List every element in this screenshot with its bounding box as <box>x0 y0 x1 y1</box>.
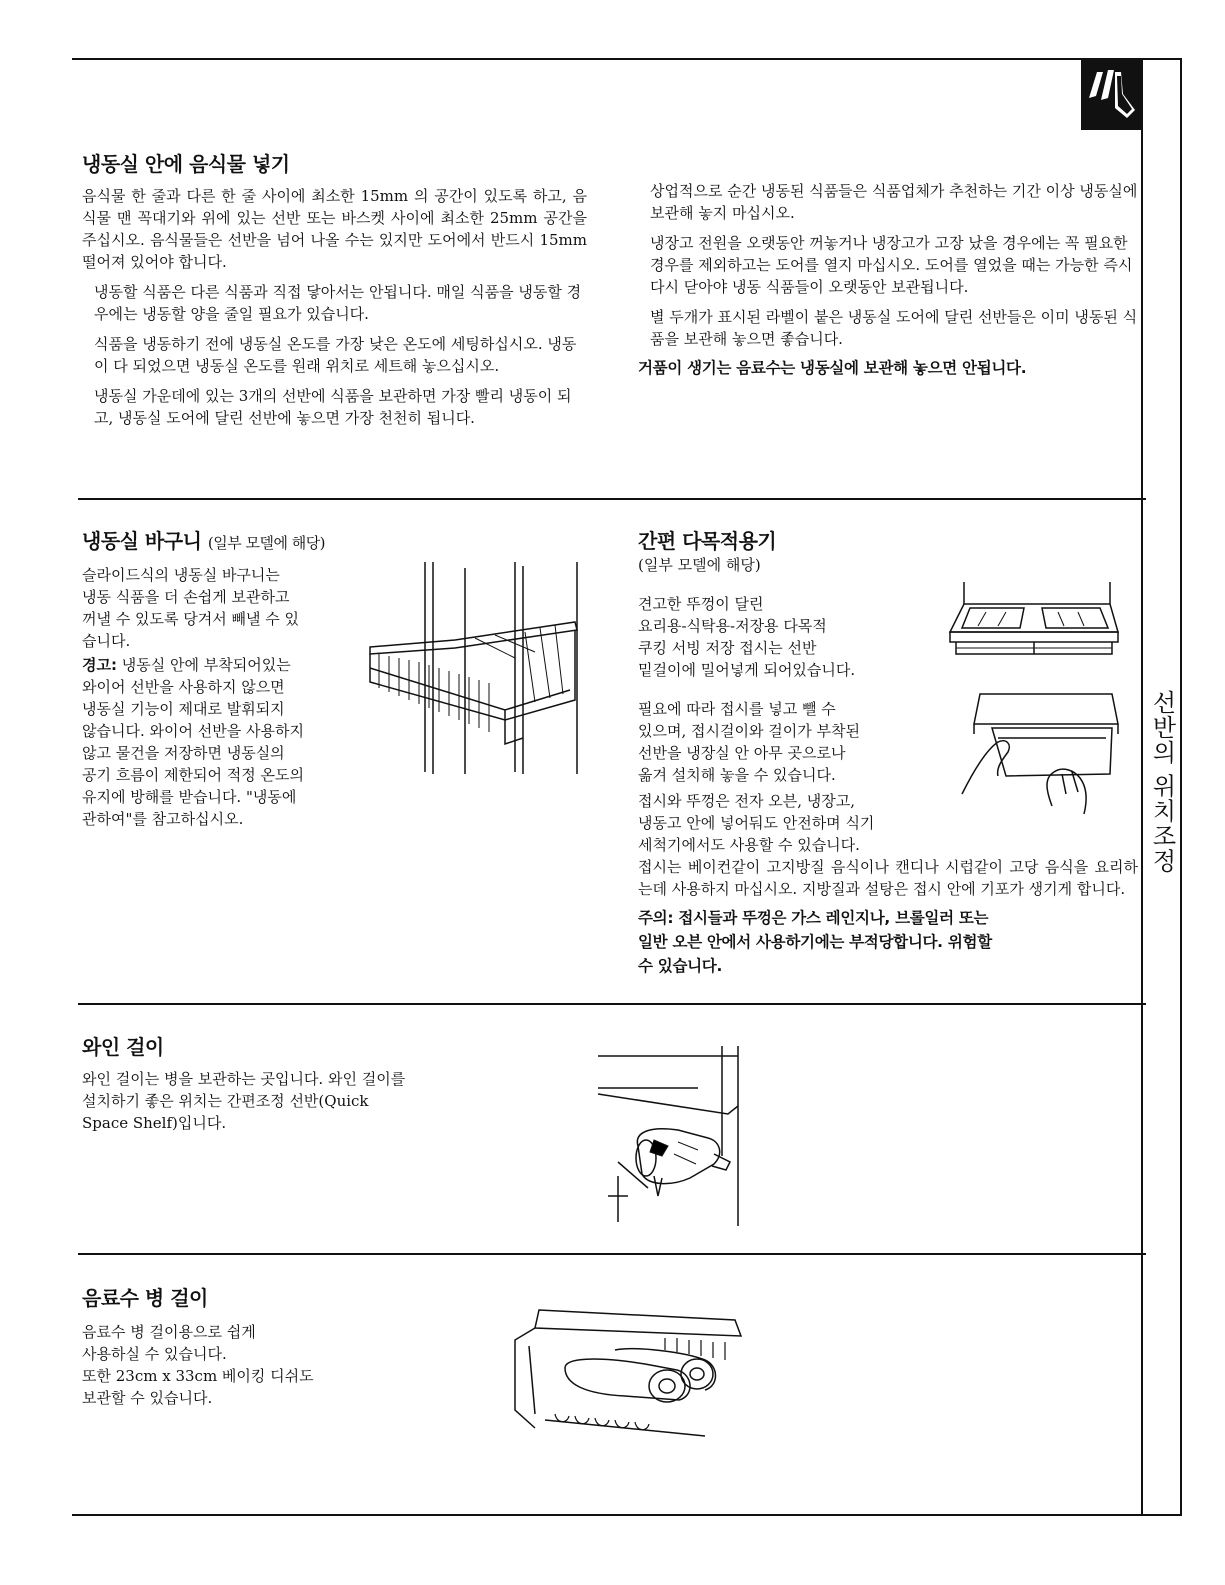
warn-line-6: 공기 흐름이 제한되어 적정 온도의 <box>82 766 304 784</box>
p1-line-1: 견고한 뚜껑이 달린 <box>638 595 764 613</box>
warn-line-2: 와이어 선반을 사용하지 않으면 <box>82 678 285 696</box>
section-freezer-basket <box>82 525 382 830</box>
line-2: 설치하기 좋은 위치는 간편조정 선반(Quick <box>82 1092 369 1110</box>
line-3: 또한 23cm x 33cm 베이킹 디쉬도 <box>82 1367 314 1385</box>
line-1: 음료수 병 걸이용으로 쉽게 <box>82 1323 256 1341</box>
title-text: 냉동실 바구니 <box>82 529 202 553</box>
hand-pointer-icon <box>1081 58 1143 130</box>
note-line-1: 주의: 접시들과 뚜껑은 가스 레인지나, 브롤일러 또는 <box>638 909 989 927</box>
bullet-1: 냉동할 식품은 다른 식품과 직접 닿아서는 안됩니다. 매일 식품을 냉동할 경우에는 냉동할 양을 줄일 필요가 있습니다. <box>94 283 582 323</box>
warning-label: 경고: <box>82 656 117 674</box>
container-shelf-illustration <box>946 582 1126 672</box>
p3-line-3: 세척기에서도 사용할 수 있습니다. <box>638 836 860 854</box>
warn-line-8: 관하여"를 참고하십시오. <box>82 810 244 828</box>
warn-line-1: 냉동실 안에 부착되어있는 <box>116 656 291 674</box>
top-rule <box>72 58 1182 60</box>
warn-line-4: 않습니다. 와이어 선반을 사용하지 <box>82 722 304 740</box>
section-wine-rack <box>82 1031 512 1134</box>
p1-line-2: 요리용-식탁용-저장용 다목적 <box>638 617 827 635</box>
p3-line-2: 냉동고 안에 넣어둬도 안전하며 식기 <box>638 814 875 832</box>
p1-line-4: 밑걸이에 밀어넣게 되어있습니다. <box>638 661 856 679</box>
p4-paragraph: 접시는 베이컨같이 고지방질 음식이나 캔디나 시럽같이 고당 음식을 요리하는데 사용하지 마십시오. 지방질과 설탕은 접시 안에 기포가 생기게 합니다. <box>638 858 1138 898</box>
line-4: 보관할 수 있습니다. <box>82 1389 213 1407</box>
right-bullet-2: 냉장고 전원을 오랫동안 꺼놓거나 냉장고가 고장 났을 경우에는 꼭 필요한 경우를 제외하고는 도어를 열지 마십시오. 도어를 열었을 때는 가능한 즉시 다시 닫아야 냉동 식품들이 오랫동안 보관됩니다. <box>650 234 1133 296</box>
title-text: 간편 다목적용기 <box>638 529 777 553</box>
subtitle-text: (일부 모델에 해당) <box>207 534 326 552</box>
freezer-basket-illustration <box>365 562 590 784</box>
section-freezer-food-right <box>638 180 1138 380</box>
container-hands-illustration <box>962 694 1132 819</box>
subtitle-text: (일부 모델에 해당) <box>638 556 761 574</box>
divider-1 <box>78 498 1146 500</box>
section-freezer-food <box>82 148 587 429</box>
right-bullet-1: 상업적으로 순간 냉동된 식품들은 식품업체가 추천하는 기간 이상 냉동실에 보관해 놓지 마십시오. <box>650 182 1138 222</box>
right-bullet-3: 별 두개가 표시된 라벨이 붙은 냉동실 도어에 달린 선반들은 이미 냉동된 식품을 보관해 놓으면 좋습니다. <box>650 308 1138 348</box>
warn-line-3: 냉동실 기능이 제대로 발휘되지 <box>82 700 285 718</box>
line-2: 사용하실 수 있습니다. <box>82 1345 227 1363</box>
title-text: 음료수 병 걸이 <box>82 1286 208 1310</box>
line-1: 와인 걸이는 병을 보관하는 곳입니다. 와인 걸이를 <box>82 1070 406 1088</box>
p2-line-3: 선반을 냉장실 안 아무 곳으로나 <box>638 744 846 762</box>
section-title: 냉동실 안에 음식물 넣기 <box>82 152 290 176</box>
line-3: 꺼낼 수 있도록 당겨서 빼낼 수 있 <box>82 610 299 628</box>
p1-line-3: 쿠킹 서빙 저장 접시는 선반 <box>638 639 817 657</box>
p2-line-1: 필요에 따라 접시를 넣고 뺄 수 <box>638 700 836 718</box>
side-rule-right <box>1180 58 1182 1516</box>
wine-rack-illustration <box>598 1046 778 1226</box>
note-line-2: 일반 오븐 안에서 사용하기에는 부적당합니다. 위험할 <box>638 933 992 951</box>
bottom-rule <box>72 1514 1182 1516</box>
divider-3 <box>78 1253 1146 1255</box>
note-line-3: 수 있습니다. <box>638 957 723 975</box>
section-title <box>82 525 382 554</box>
bullet-2: 식품을 냉동하기 전에 냉동실 온도를 가장 낮은 온도에 세팅하십시오. 냉동이 다 되었으면 냉동실 온도를 원래 위치로 세트해 놓으십시오. <box>94 335 577 375</box>
warn-line-7: 유지에 방해를 받습니다. "냉동에 <box>82 788 297 806</box>
line-4: 습니다. <box>82 632 131 650</box>
p2-line-4: 옮겨 설치해 놓을 수 있습니다. <box>638 766 836 784</box>
intro-paragraph: 음식물 한 줄과 다른 한 줄 사이에 최소한 15mm 의 공간이 있도록 하고, 음식물 맨 꼭대기와 위에 있는 선반 또는 바스켓 사이에 최소한 25mm 공간을 주십시오. 음식물들은 선반을 넘어 나올 수는 있지만 도어에서 반드시 15mm 떨어져 있어야 합니다. <box>82 187 587 271</box>
p3-line-1: 접시와 뚜껑은 전자 오븐, 냉장고, <box>638 792 855 810</box>
line-2: 냉동 식품을 더 손쉽게 보관하고 <box>82 588 290 606</box>
line-3: Space Shelf)입니다. <box>82 1114 227 1132</box>
beverage-rack-illustration <box>505 1310 745 1450</box>
line-1: 슬라이드식의 냉동실 바구니는 <box>82 566 280 584</box>
title-text: 와인 걸이 <box>82 1035 164 1059</box>
warning-text: 거품이 생기는 음료수는 냉동실에 보관해 놓으면 안됩니다. <box>638 359 1027 377</box>
divider-2 <box>78 1003 1146 1005</box>
bullet-3: 냉동실 가운데에 있는 3개의 선반에 식품을 보관하면 가장 빨리 냉동이 되고, 냉동실 도어에 달린 선반에 놓으면 가장 천천히 됩니다. <box>94 387 572 427</box>
section-beverage-rack <box>82 1282 402 1409</box>
p2-line-2: 있으며, 접시걸이와 걸이가 부착된 <box>638 722 860 740</box>
side-section-title: 선반의 위치조정 <box>1148 690 1176 874</box>
warn-line-5: 않고 물건을 저장하면 냉동실의 <box>82 744 285 762</box>
